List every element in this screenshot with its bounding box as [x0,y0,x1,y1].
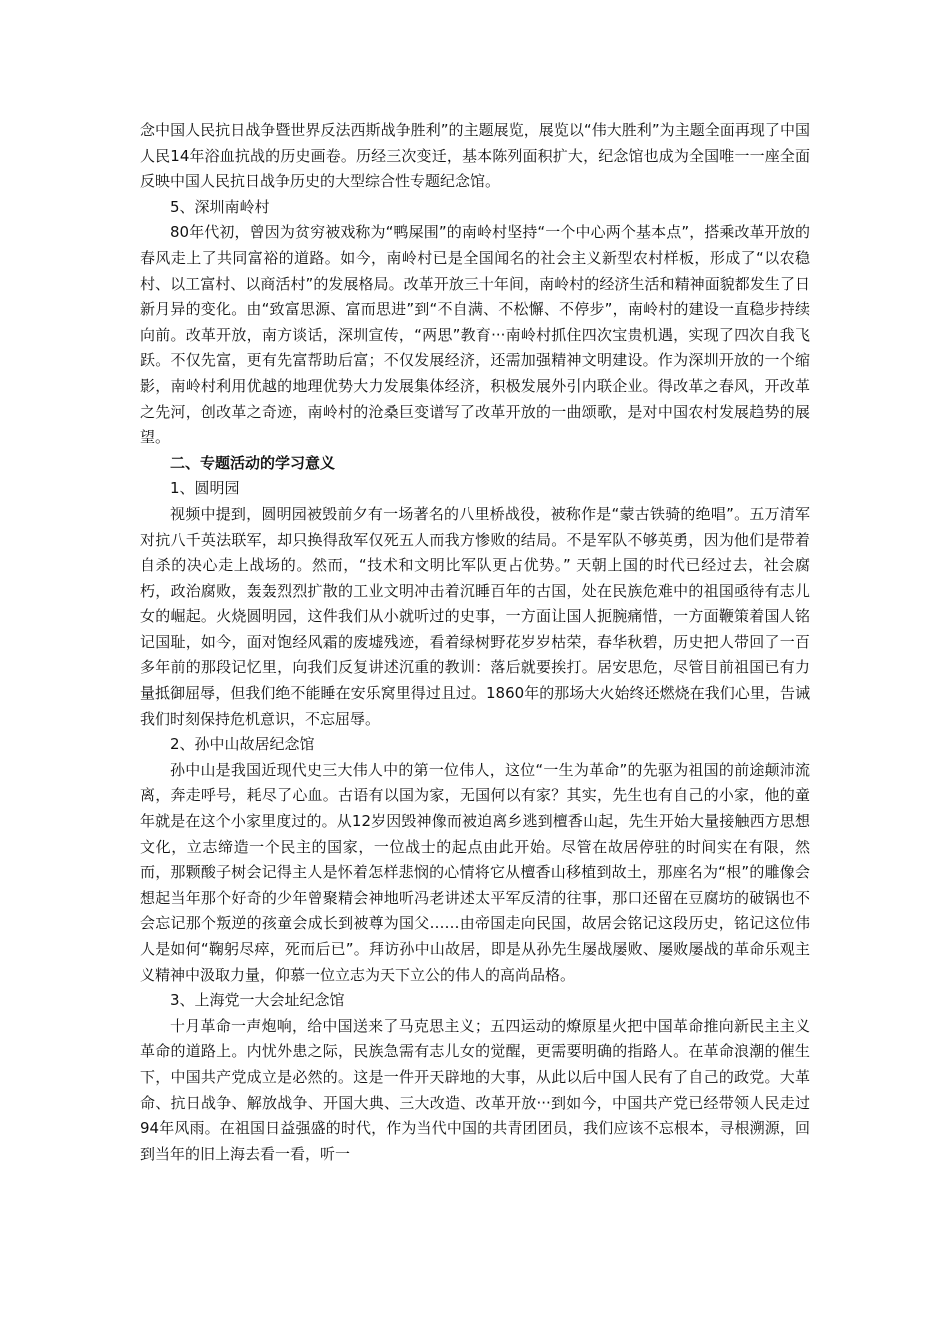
heading-sun-yat-sen-residence: 2、孙中山故居纪念馆 [170,735,315,754]
paragraph-memorial-hall-continued: 念中国人民抗日战争暨世界反法西斯战争胜利”的主题展览，展览以“伟大胜利”为主题全面再现了中国人民14年浴血抗战的历史画卷。历经三次变迁，基本陈列面积扩大，纪念馆也成为全国唯一一座全面反映中国人民抗日战争历史的大型综合性专题纪念馆。 [140,121,810,191]
heading-shenzhen-nanling: 5、深圳南岭村 [170,197,270,216]
paragraph-sun-yat-sen: 孙中山是我国近现代史三大伟人中的第一位伟人，这位“一生为革命”的先驱为祖国的前途颠沛流离，奔走呼号，耗尽了心血。古语有以国为家，无国何以有家？其实，先生也有自己的小家，他的童年就是在这个小家里度过的。从12岁因毁神像而被迫离乡逃到檀香山起，先生开始大量接触西方思想文化，立志缔造一个民主的国家，一位战士的起点由此开始。尽管在故居停驻的时间实在有限，然而，那颗酸子树会记得主人是怀着怎样悲悯的心情将它从檀香山移植到故土，那座名为“根”的雕像会想起当年那个好奇的少年曾聚精会神地听冯老讲述太平军反清的往事，那口还留在豆腐坊的破锅也不会忘记那个叛逆的孩童会成长到被尊为国父……由帝国走向民国，故居会铭记这段历史，铭记这位伟人是如何“鞠躬尽瘁，死而后已”。拜访孙中山故居，即是从孙先生屡战屡败、屡败屡战的革命乐观主义精神中汲取力量，仰慕一位立志为天下立公的伟人的高尚品格。 [140,760,810,984]
document-page [140,118,810,1167]
paragraph-nanling: 80年代初，曾因为贫穷被戏称为“鸭屎围”的南岭村坚持“一个中心两个基本点”，搭乘改革开放的春风走上了共同富裕的道路。如今，南岭村已是全国闻名的社会主义新型农村样板，形成了“以农稳村、以工富村、以商活村”的发展格局。改革开放三十年间，南岭村的经济生活和精神面貌都发生了日新月异的变化。由“致富思源、富而思进”到“不自满、不松懈、不停步”，南岭村的建设一直稳步持续向前。改革开放，南方谈话，深圳宣传，“两思”教育···南岭村抓住四次宝贵机遇，实现了四次自我飞跃。不仅先富，更有先富帮助后富；不仅发展经济，还需加强精神文明建设。作为深圳开放的一个缩影，南岭村利用优越的地理优势大力发展集体经济，积极发展外引内联企业。得改革之春风，开改革之先河，创改革之奇迹，南岭村的沧桑巨变谱写了改革开放的一曲颂歌，是对中国农村发展趋势的展望。 [140,223,810,447]
section-heading-learning-significance: 二、专题活动的学习意义 [170,453,336,472]
paragraph-yuanmingyuan: 视频中提到，圆明园被毁前夕有一场著名的八里桥战役，被称作是“蒙古铁骑的绝唱”。五万清军对抗八千英法联军，却只换得敌军仅死五人而我方惨败的结局。不是军队不够英勇，因为他们是带着自杀的决心走上战场的。然而，“技术和文明比军队更占优势。” 天朝上国的时代已经过去，社会腐朽，政治腐败，轰轰烈烈扩散的工业文明冲击着沉睡百年的古国，处在民族危难中的祖国亟待有志儿女的崛起。火烧圆明园，这件我们从小就听过的史事，一方面让国人扼腕痛惜，一方面鞭策着国人铭记国耻，如今，面对饱经风霜的废墟残迹，看着绿树野花岁岁枯荣，春华秋碧，历史把人带回了一百多年前的那段记忆里，向我们反复讲述沉重的教训：落后就要挨打。居安思危，尽管目前祖国已有力量抵御屈辱，但我们绝不能睡在安乐窝里得过且过。1860年的那场大火始终还燃烧在我们心里，告诫我们时刻保持危机意识，不忘屈辱。 [140,504,810,728]
paragraph-first-congress: 十月革命一声炮响，给中国送来了马克思主义；五四运动的燎原星火把中国革命推向新民主主义革命的道路上。内忧外患之际，民族急需有志儿女的觉醒，更需要明确的指路人。在革命浪潮的催生下，中国共产党成立是必然的。这是一件开天辟地的大事，从此以后中国人民有了自己的政党。大革命、抗日战争、解放战争、开国大典、三大改造、改革开放···到如今，中国共产党已经带领人民走过94年风雨。在祖国日益强盛的时代，作为当代中国的共青团团员，我们应该不忘根本，寻根溯源，回到当年的旧上海去看一看，听一 [140,1016,810,1163]
heading-first-congress-site: 3、上海党一大会址纪念馆 [170,991,345,1010]
heading-yuanmingyuan: 1、圆明园 [170,479,240,498]
